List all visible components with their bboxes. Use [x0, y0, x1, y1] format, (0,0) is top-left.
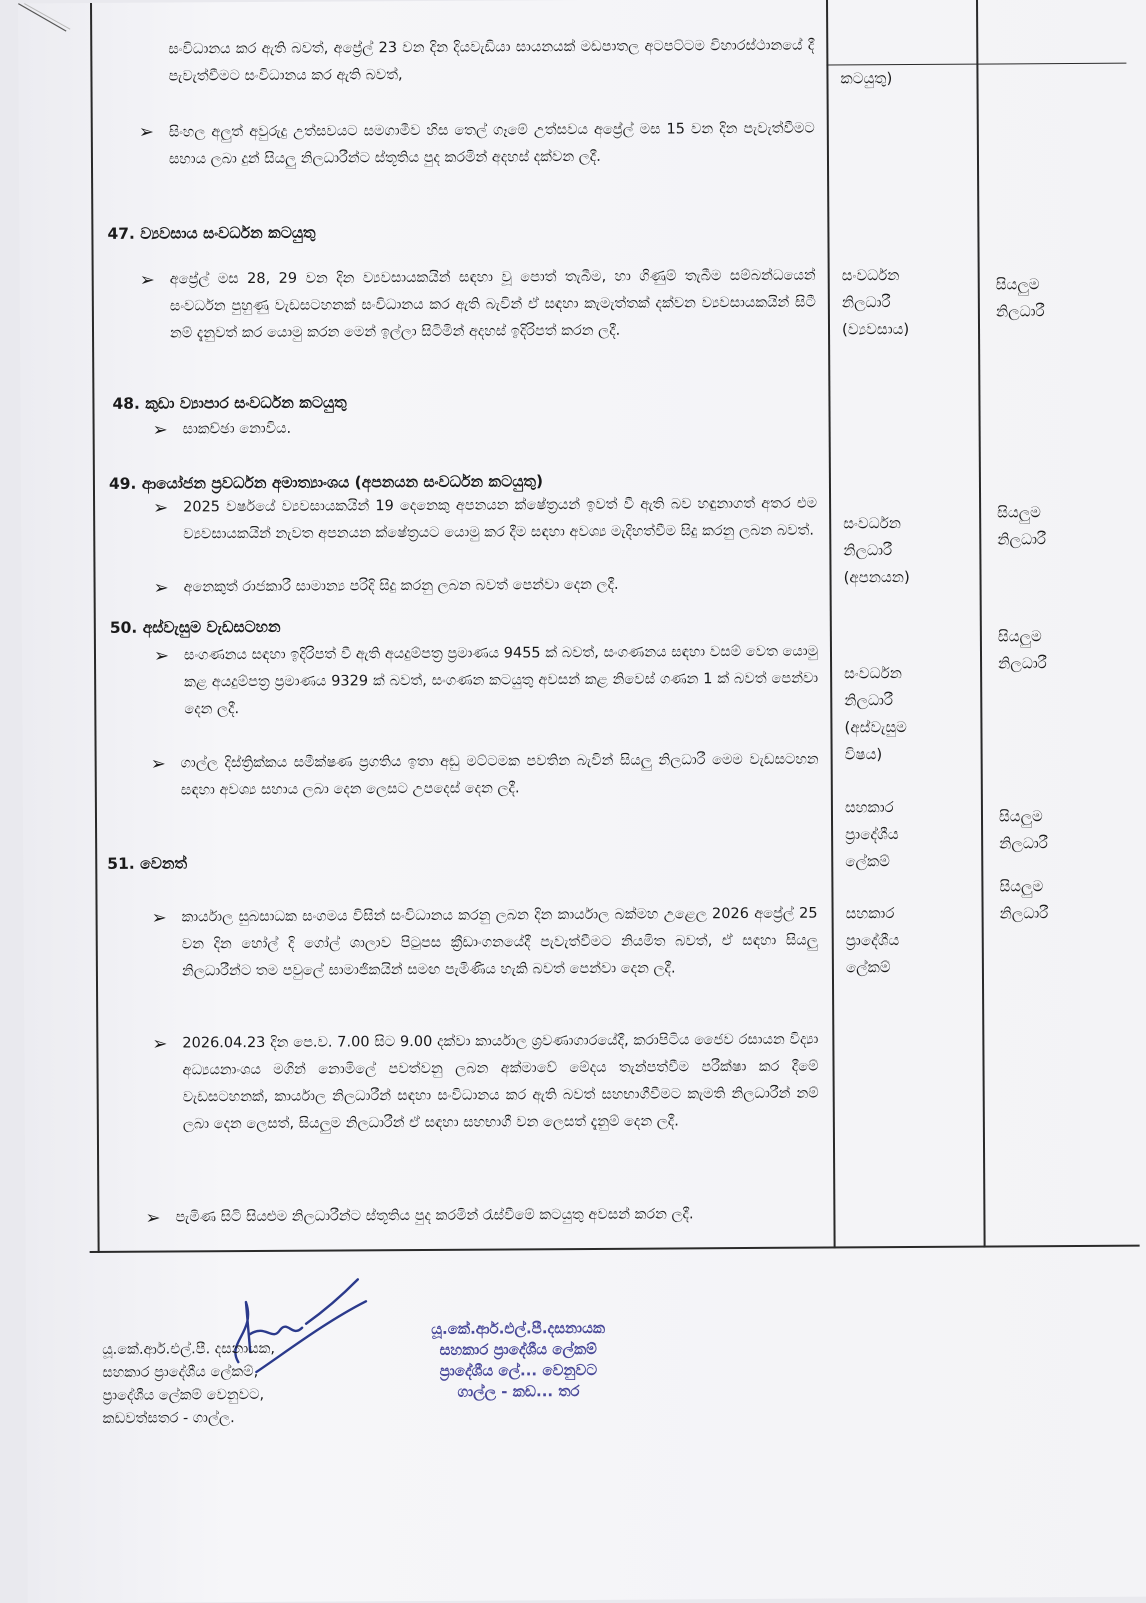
table-col-divider-1 — [826, 0, 835, 1248]
bullet-arrow-icon: ➢ — [138, 121, 154, 143]
section-49-paragraph-2: අනෙකුත් රාජකාරී සාමාන්‍ය පරිදි සිදු කරනු ලබන බවත් පෙන්වා දෙන ලදී. — [183, 576, 619, 596]
section-51-responsible: සහකාර ප්‍රාදේශීය ලේකම් — [845, 904, 900, 977]
section-50-paragraph-2: ගාල්ල දිස්ත්‍රික්කය සමීක්ෂණ ප්‍රගතිය ඉතා අඩු මට්ටමක පවතින බැවින් සියලු නිලධාරී මෙම වැඩසටහන සඳහා අවශ්‍ය සහාය ලබා දෙන ලෙසට උපදෙස් දෙන ලදී. — [180, 751, 819, 799]
section-51-paragraph-2: 2026.04.23 දින පෙ.ව. 7.00 සිට 9.00 දක්වා කාර්යාල ශ්‍රවණාගාරයේදී, කරාපිටිය ජෛව රසායන විද්‍යා අධ්‍යයනාංශය මගින් නොමිලේ පවත්වනු ලබන අක්මාවේ මේදය තැන්පත්වීම පරීක්ෂා කර දීමේ වැඩසටහනක්, කාර්යාල නිලධාරීන් සඳහා සංවිධානය කර ඇති බවත් සහභාගීවීමට කැමති නිලධාරීන් නම් ලබා දෙන ලෙසත්, සියලුම නිලධාරීන් ඒ සඳහා සහභාගී වන ලෙසත් දැනුම් දෙන ලදී. — [182, 1031, 819, 1133]
bullet-arrow-icon: ➢ — [139, 269, 155, 291]
section-48-heading: 48. කුඩා ව්‍යාපාර සංවර්ධන කටයුතු — [112, 393, 347, 413]
bullet-arrow-icon: ➢ — [153, 577, 169, 599]
continued-paragraph: සංවිධානය කර ඇති බවත්, අප්‍රේල් 23 වන දින දියවැඩියා සායනයක් මඩපාතල අටපට්ටම විහාරස්ථානයේ දී පැවැත්වීමට සංවිධානය කර ඇති බවත්, — [168, 37, 815, 85]
section-47-paragraph: අප්‍රේල් මස 28, 29 වන දින ව්‍යවසායකයින් සඳහා වූ පොත් තැබීම, හා ගිණුම් තැබීම සම්බන්ධයෙන් සංවර්ධන පුහුණු වැඩසටහනක් සංවිධානය කර ඇති බැවින් ඒ සඳහා කැමැත්තක් දක්වන ව්‍යවසායකයින් සිටී නම් දැනුවත් කර යොමු කරන මෙන් ඉල්ලා සිටිමින් අදහස් ඉදිරිපත් කරන ලදී. — [169, 267, 816, 342]
section-50-responsible-1: සංවර්ධන නිලධාරී (අස්වැසුම විෂය) — [844, 664, 907, 764]
bullet-arrow-icon: ➢ — [153, 497, 169, 519]
document-sheet — [18, 0, 1146, 1603]
section-50-attendees-2: සියලුම නිලධාරී — [998, 807, 1048, 853]
bullet-arrow-icon: ➢ — [145, 1207, 161, 1229]
section-47-attendees: සියලුම නිලධාරී — [995, 275, 1045, 321]
section-47-responsible: සංවර්ධන නිලධාරී (ව්‍යවසාය) — [841, 266, 910, 339]
section-49-responsible: සංවර්ධන නිලධාරී (අපනයන) — [843, 514, 910, 587]
bullet-arrow-icon: ➢ — [152, 1033, 168, 1055]
section-51-attendees: සියලුම නිලධාරී — [999, 877, 1049, 923]
bullet-arrow-icon: ➢ — [152, 419, 168, 441]
section-51-paragraph-3: පැමිණ සිටි සියළුම නිලධාරීන්ට ස්තූතිය පුද කරමින් රැස්වීමේ කටයුතු අවසන් කරන ලදී. — [175, 1206, 694, 1226]
section-47-heading: 47. ව්‍යවසාය සංවර්ධන කටයුතු — [107, 223, 316, 243]
table-bottom-border — [90, 1245, 1140, 1253]
table-left-border — [90, 3, 99, 1253]
section-49-attendees: සියලුම නිලධාරී — [997, 503, 1047, 549]
bullet-arrow-icon: ➢ — [151, 907, 167, 929]
new-year-paragraph: සිංහල අලුත් අවුරුදු උත්සවයට සමගාමීව හිස තෙල් ගෑමේ උත්සවය අප්‍රේල් මස 15 වන දින පැවැත්වීමට සහාය ලබා දුන් සියලු නිලධාරීන්ට ස්තූතිය පුද කරමින් අදහස් දක්වන ලදී. — [168, 120, 815, 168]
section-49-heading: 49. ආයෝජන ප්‍රවර්ධන අමාත්‍යාංශය (අපනයන සංවර්ධන කටයුතු) — [108, 472, 544, 493]
official-rubber-stamp: යූ.කේ.ආර්.එල්.පී.දසනායක සහකාර ප්‍රාදේශීය ලේකම් ප්‍රාදේශීය ලේ... වෙනුවට ගාල්ල - කඩ... තර — [431, 1318, 606, 1401]
responsible-cell-top: කටයුතු) — [840, 69, 893, 88]
bullet-arrow-icon: ➢ — [150, 753, 166, 775]
section-50-heading: 50. අස්වැසුම වැඩසටහන — [109, 617, 281, 637]
section-50-attendees-1: සියලුම නිලධාරී — [997, 627, 1047, 673]
section-50-responsible-2: සහකාර ප්‍රාදේශීය ලේකම් — [844, 798, 899, 871]
section-50-paragraph-1: සංගණනය සඳහා ඉදිරිපත් වී ඇති අයදුම්පත්‍ර ප්‍රමාණය 9455 ක් බවත්, සංගණනය සඳහා වසම් වෙත යොමු කළ අයදුම්පත්‍ර ප්‍රමාණය 9329 ක් බවත්, සංගණන කටයුතු අවසන් කළ නිවෙස් ගණන 1 ක් බවත් පෙන්වා දෙන ලදී. — [183, 643, 819, 718]
section-51-paragraph-1: කාර්යාල සුබසාධක සංගමය විසින් සංවිධානය කරනු ලබන දින කාර්යාල බක්මහ උළෙල 2026 අප්‍රේල් 25 වන දින හෝල් දි ගෝල් ශාලාව පිටුපස ක්‍රීඩාංගනයේදී පැවැත්වීමට නියමිත බවත්, ඒ සඳහා සියලු නිලධාරීන්ට තම පවුලේ සාමාජිකයින් සමඟ පැමිණිය හැකි බවත් පෙන්වා දෙන ලදී. — [181, 905, 818, 980]
bullet-arrow-icon: ➢ — [153, 645, 170, 667]
page-fold-mark — [18, 3, 88, 63]
section-48-paragraph: සාකච්ඡා නොවිය. — [182, 420, 292, 438]
table-col-divider-2 — [976, 0, 985, 1248]
section-51-heading: 51. වෙනත් — [107, 854, 188, 873]
section-49-paragraph-1: 2025 වර්ෂයේ ව්‍යවසායකයින් 19 දෙනෙකු අපනයන ක්ෂේත්‍රයන් ඉවත් වී ඇති බව හඳුනාගත් අතර එම ව්‍යවසායකයින් නැවත අපනයන ක්ෂේත්‍රයට යොමු කර දීම සඳහා අවශ්‍ය මැදිහත්වීම සිදු කරනු ලබන බවත්. — [183, 495, 818, 543]
signatory-block: යූ.කේ.ආර්.එල්.පී. දසනායක, සහකාර ප්‍රාදේශීය ලේකම්, ප්‍රාදේශීය ලේකම් වෙනුවට, කඩවත්සතර - ගාල්ල. — [102, 1340, 276, 1427]
